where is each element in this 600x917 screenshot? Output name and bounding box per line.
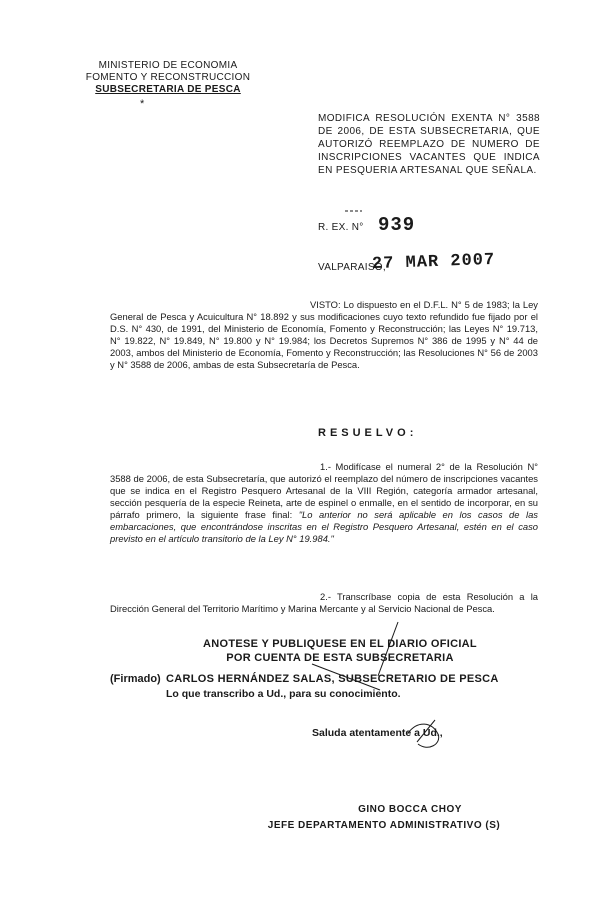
ministry-line-1: MINISTERIO DE ECONOMIA	[98, 60, 238, 71]
signed-label: (Firmado)	[110, 673, 161, 685]
place-label: VALPARAISO,	[318, 262, 386, 273]
transcribe-note: Lo que transcribo a Ud., para su conocimiento.	[166, 688, 401, 700]
signer-name: CARLOS HERNÁNDEZ SALAS, SUBSECRETARIO DE PESCA	[166, 673, 499, 685]
header-star: *	[140, 98, 145, 110]
point-1-text: 1.- Modifícase el numeral 2° de la Resolución N° 3588 de 2006, de esta Subsecretaría, que autorizó el reemplazo del número de inscripciones vacantes que se indica en el Registro Pesquero Artesanal de la VIII Región, categoría armador artesanal, sección pesquería de la especie Reineta, arte de espinel o enmalle, en el sentido de incorporar, en su párrafo primero, la siguiente frase final:	[110, 461, 538, 520]
point-1-quote: "Lo anterior no será aplicable en los casos de las embarcaciones, que encontrándose inscritas en el Registro Pesquero Artesanal, estén en el caso previsto en el artículo transitorio de la Ley N° 19.984."	[110, 509, 538, 544]
signature-flourish	[408, 724, 439, 747]
subsecretaria-line: SUBSECRETARIA DE PESCA	[95, 84, 241, 95]
point-2-text: 2.- Transcríbase copia de esta Resolución a la Dirección General del Territorio Marítimo y Marina Mercante y al Servicio Nacional de Pesca.	[110, 591, 538, 614]
date-stamp: 27 MAR 2007	[371, 250, 496, 275]
signature-stroke-2	[417, 720, 435, 742]
resolution-number: 939	[378, 214, 416, 236]
signature-stroke-1	[378, 622, 398, 676]
signatory-name: GINO BOCCA CHOY	[358, 804, 462, 815]
saluda-line: Saluda atentamente a Ud.,	[312, 727, 443, 739]
publication-slash	[312, 664, 380, 690]
resolution-number-label: R. EX. N°	[318, 222, 364, 233]
publication-line-1: ANOTESE Y PUBLIQUESE EN EL DIARIO OFICIAL	[203, 638, 477, 650]
ministry-line-2: FOMENTO Y RECONSTRUCCION	[85, 72, 251, 83]
resolution-subject: MODIFICA RESOLUCIÓN EXENTA N° 3588 DE 2006, DE ESTA SUBSECRETARIA, QUE AUTORIZÓ REEMPLAZO DE NUMERO DE INSCRIPCIONES VACANTES QUE INDICA EN PESQUERIA ARTESANAL QUE SEÑALA.	[318, 113, 540, 176]
publication-line-2: POR CUENTA DE ESTA SUBSECRETARIA	[226, 652, 454, 664]
signatory-title: JEFE DEPARTAMENTO ADMINISTRATIVO (S)	[267, 820, 501, 831]
resuelvo-heading: RESUELVO:	[318, 427, 418, 439]
visto-text: VISTO: Lo dispuesto en el D.F.L. N° 5 de 1983; la Ley General de Pesca y Acuicultura N° 18.892 y sus modificaciones cuyo texto refundido fue fijado por el D.S. N° 430, de 1991, del Ministerio de Economía, Fomento y Reconstrucción; las Leyes N° 19.713, N° 19.822, N° 19.849, N° 19.800 y N° 19.984; los Decretos Supremos N° 386 de 1995 y N° 44 de 2003, ambos del Ministerio de Economía, Fomento y Reconstrucción; las Resoluciones N° 56 de 2003 y N° 3588 de 2006, ambas de esta Subsecretaría de Pesca.	[110, 299, 538, 370]
